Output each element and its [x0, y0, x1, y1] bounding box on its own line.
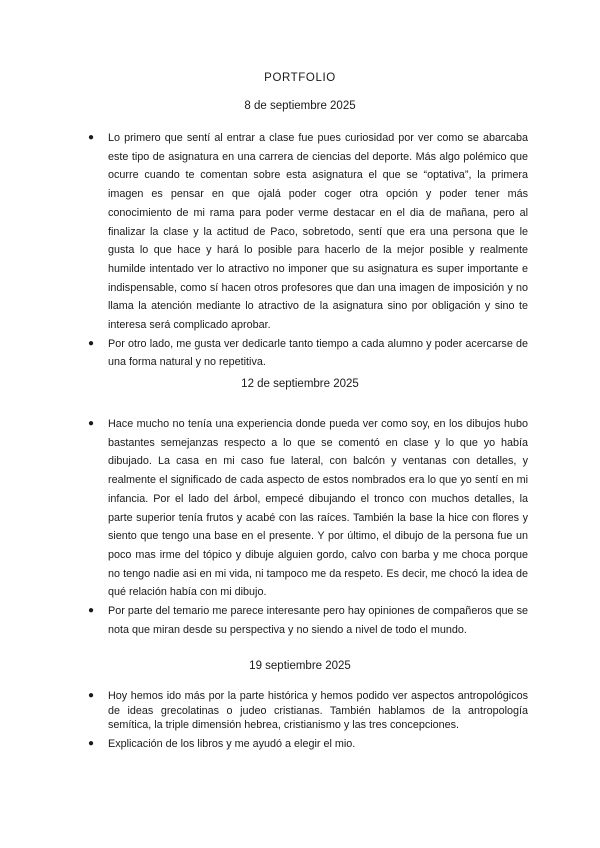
- bullet-text: Lo primero que sentí al entrar a clase fue pues curiosidad por ver como se abarcaba este tipo de asignatura en una carrera de ciencias del deporte. Más algo polémico que ocurre cuando te comentan sobre esta asignatura el que se “optativa”, la primera imagen es pensar en que ojalá poder coger otra opción y poder tener más conocimiento de mi rama para poder verme destacar en el dia de mañana, pero al finalizar la clase y la actitud de Paco, sobretodo, sentí que era una persona que le gusta lo que hace y hará lo posible para hacerlo de la mejor posible y realmente humilde intentado ver lo atractivo no imponer que su asignatura es super importante e indispensable, como sí hacen otros profesores que dan una imagen de imposición y no llama la atención mediante lo atractivo de la asignatura sino por obligación y sino te interesa será complicado aprobar.: [108, 132, 528, 332]
- list-item: [88, 415, 528, 602]
- list-item: [88, 335, 528, 372]
- bullet-text: Explicación de los libros y me ayudó a elegir el mio.: [108, 737, 356, 750]
- document-title: PORTFOLIO: [264, 72, 336, 84]
- list-item: [88, 737, 528, 752]
- bullet-icon: ●: [88, 605, 95, 617]
- section-date-2: 12 de septiembre 2025: [241, 378, 359, 390]
- list-item: [88, 129, 528, 335]
- section-date-1: 8 de septiembre 2025: [244, 100, 356, 112]
- section-date-3: 19 septiembre 2025: [249, 660, 351, 672]
- bullet-text: Hace mucho no tenía una experiencia donde pueda ver como soy, en los dibujos hubo bastantes semejanzas respecto a lo que se comentó en clase y lo que yo había dibujado. La casa en mi caso fue lateral, con balcón y ventanas con detalles, y realmente el significado de cada aspecto de estos nombrados era lo que yo sentí en mi infancia. Por el lado del árbol, empecé dibujando el tronco con muchos detalles, la parte superior tenía frutos y acabé con las raíces. También la base la hice con flores y siento que tengo una base en el presente. Y por último, el dibujo de la persona fue un poco mas irme del tópico y dibuje alguien gordo, calvo con barba y me choca porque no tengo nadie asi en mi vida, ni tampoco me da respeto. Es decir, me chocó la idea de qué relación había con mi dibujo.: [108, 418, 528, 599]
- list-item: [88, 602, 528, 639]
- bullet-list-3: [88, 689, 528, 751]
- bullet-icon: ●: [88, 418, 95, 429]
- bullet-icon: ●: [88, 132, 95, 143]
- bullet-text: Hoy hemos ido más por la parte histórica y hemos podido ver aspectos antropológicos de ideas grecolatinas o judeo cristianas. También hablamos de la antropología semítica, la triple dimensión hebrea, cristianismo y las tres concepciones.: [108, 690, 528, 731]
- list-item: [88, 689, 528, 733]
- bullet-icon: ●: [88, 337, 95, 349]
- bullet-list-2: [88, 415, 528, 639]
- bullet-text: Por otro lado, me gusta ver dedicarle tanto tiempo a cada alumno y poder acercarse de una forma natural y no repetitiva.: [108, 337, 528, 369]
- bullet-icon: ●: [88, 690, 95, 701]
- bullet-list-1: [88, 129, 528, 372]
- bullet-icon: ●: [88, 737, 95, 749]
- bullet-text: Por parte del temario me parece interesante pero hay opiniones de compañeros que se nota que miran desde su perspectiva y no siendo a nivel de todo el mundo.: [108, 605, 528, 636]
